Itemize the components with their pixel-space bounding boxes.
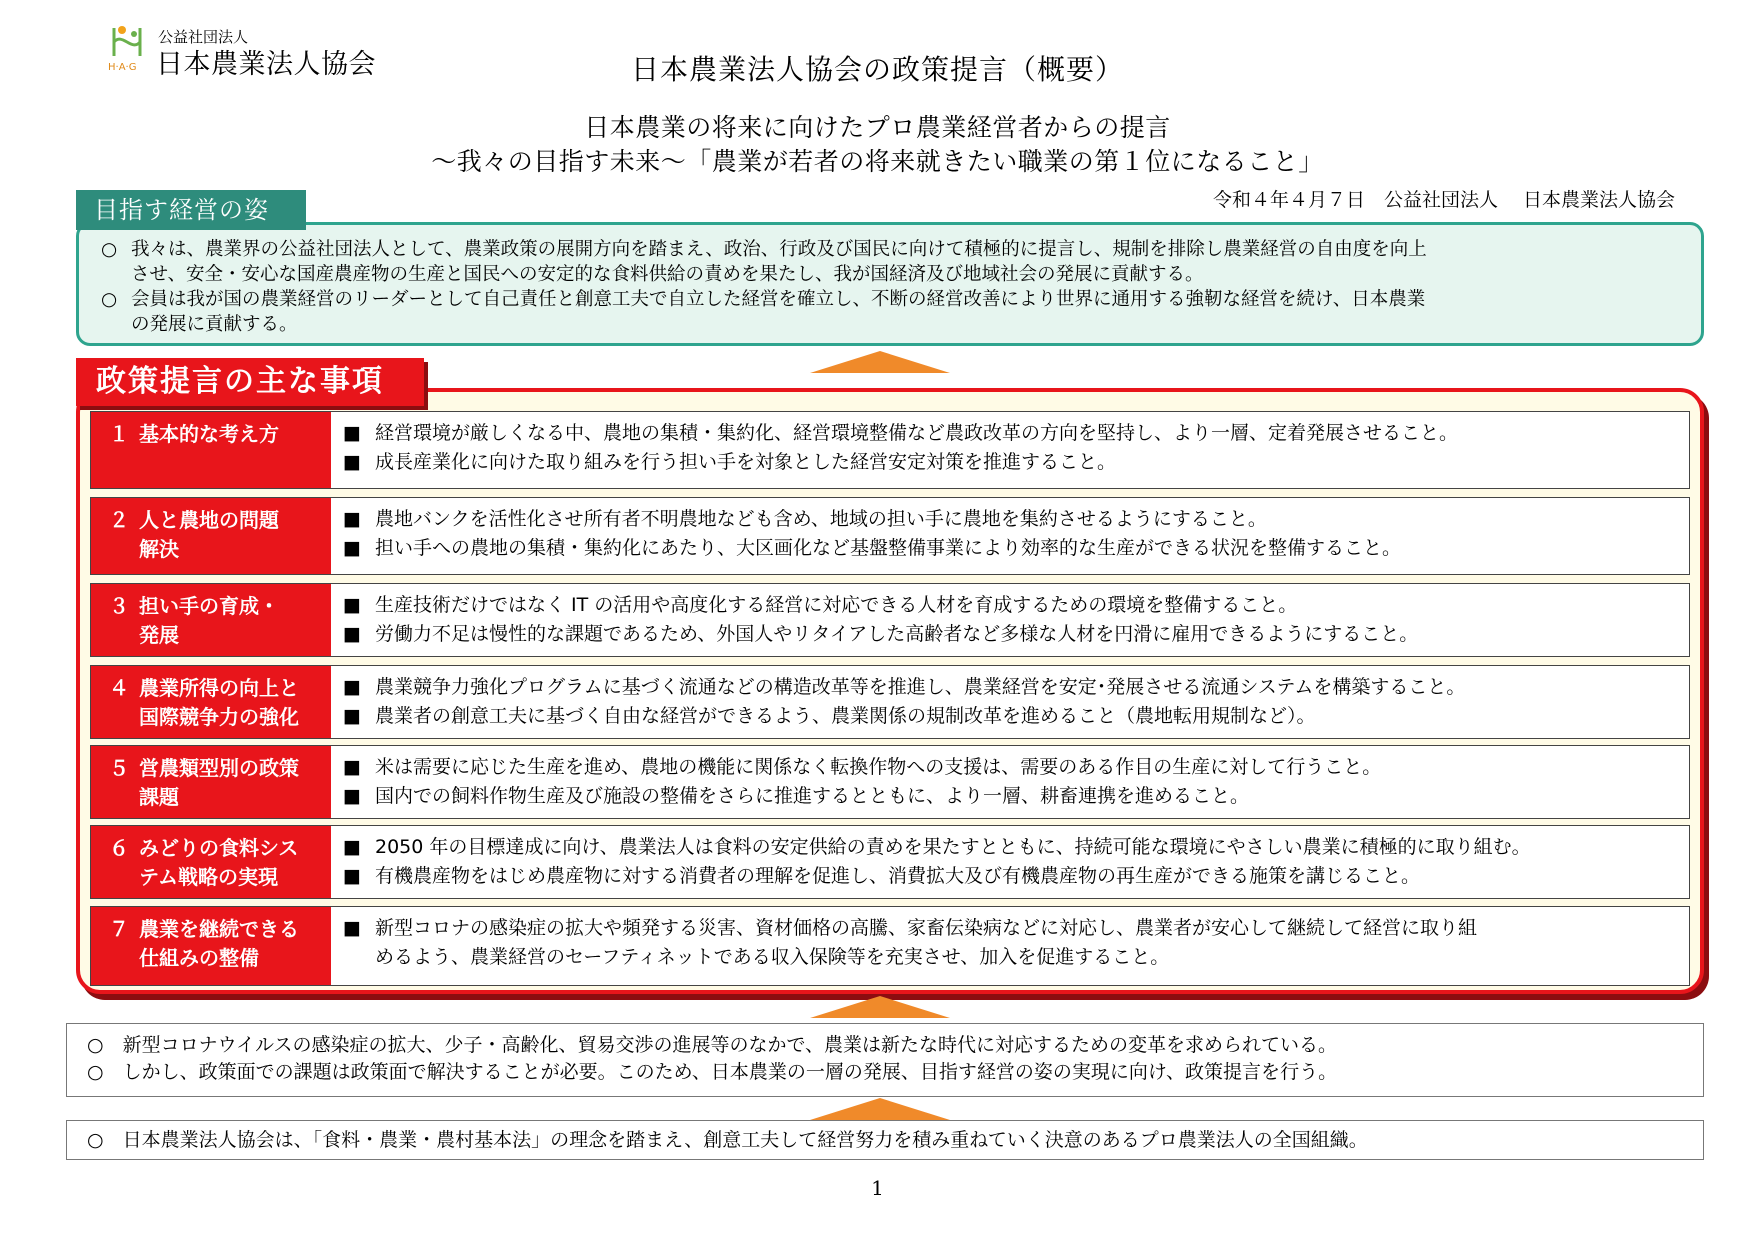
policy-item xyxy=(343,862,1681,891)
policy-row xyxy=(90,906,1690,986)
organization-box xyxy=(66,1120,1704,1160)
context-line-1: ○ 新型コロナウイルスの感染症の拡大、少子・高齢化、貿易交渉の進展等のなかで、農業は新たな時代に対応するための変革を求められている。 xyxy=(87,1034,1338,1056)
policy-item xyxy=(343,673,1681,702)
up-arrow-icon xyxy=(810,1098,950,1120)
policy-row xyxy=(90,665,1690,739)
square-bullet-icon: ■ xyxy=(343,917,361,939)
policy-row-number: ４ xyxy=(109,676,129,700)
policy-item-text: 農業者の創意工夫に基づく自由な経営ができるよう、農業関係の規制改革を進めること（農地転用規制など）。 xyxy=(375,705,1316,727)
policy-row-items xyxy=(343,746,1681,811)
policy-row-items xyxy=(343,412,1681,477)
policy-item-text: 新型コロナの感染症の拡大や頻発する災害、資材価格の高騰、家畜伝染病などに対応し、農業者が安心して継続して経営に取り組 xyxy=(375,917,1478,939)
policy-item-text: 担い手への農地の集積・集約化にあたり、大区画化など基盤整備事業により効率的な生産ができる状況を整備すること。 xyxy=(375,537,1402,559)
policy-item-text: 有機農産物をはじめ農産物に対する消費者の理解を促進し、消費拡大及び有機農産物の再生産ができる施策を講じること。 xyxy=(375,865,1421,887)
vision-item-1-cont: させ、安全・安心な国産農産物の生産と国民への安定的な食料供給の責めを果たし、我が国経済及び地域社会の発展に貢献する。 xyxy=(131,264,1204,285)
square-bullet-icon: ■ xyxy=(343,865,361,887)
policy-item-text: 経営環境が厳しくなる中、農地の集積・集約化、経営環境整備など農政改革の方向を堅持し、より一層、定着発展させること。 xyxy=(375,422,1459,444)
up-arrow-icon xyxy=(810,351,950,373)
vision-heading: 目指す経営の姿 xyxy=(76,190,306,230)
vision-box xyxy=(76,222,1704,346)
context-box xyxy=(66,1023,1704,1097)
policy-item xyxy=(343,753,1681,782)
policy-item-text: 2050 年の目標達成に向け、農業法人は食料の安定供給の責めを果たすとともに、持続可能な環境にやさしい農業に積極的に取り組む。 xyxy=(375,836,1531,858)
policy-item xyxy=(343,534,1681,563)
square-bullet-icon: ■ xyxy=(343,785,361,807)
policy-item-text: 国内での飼料作物生産及び施設の整備をさらに推進するとともに、より一層、耕畜連携を進めること。 xyxy=(375,785,1250,807)
policy-row-title-cont: 国際競争力の強化 xyxy=(139,705,299,729)
policy-row-number: ７ xyxy=(109,917,129,941)
policy-item xyxy=(343,782,1681,811)
policy-row-title-cont: 発展 xyxy=(139,623,179,647)
circle-bullet-icon: ○ xyxy=(101,289,118,310)
policy-row xyxy=(90,745,1690,819)
policy-row-label xyxy=(91,412,331,488)
policy-row-title-cont: テム戦略の実現 xyxy=(139,865,278,889)
logo-mark-text: H·A·G xyxy=(108,62,137,73)
square-bullet-icon: ■ xyxy=(343,508,361,530)
policy-row-label xyxy=(91,498,331,574)
policy-row-label xyxy=(91,826,331,898)
policy-item-text: 生産技術だけではなく IT の活用や高度化する経営に対応できる人材を育成するための環境を整備すること。 xyxy=(375,594,1298,616)
policy-item-text: 米は需要に応じた生産を進め、農地の機能に関係なく転換作物への支援は、需要のある作目の生産に対して行うこと。 xyxy=(375,756,1382,778)
vision-item-2-cont: の発展に貢献する。 xyxy=(131,314,298,335)
policy-item-cont: めるよう、農業経営のセーフティネットである収入保険等を充実させ、加入を促進すること。 xyxy=(375,946,1170,968)
policy-row-title: みどりの食料シス xyxy=(139,836,299,860)
policy-item xyxy=(343,702,1681,731)
policy-row-title: 農業所得の向上と xyxy=(139,676,299,700)
policy-item-text: 農業競争力強化プログラムに基づく流通などの構造改革等を推進し、農業経営を安定･発展させる流通システムを構築すること。 xyxy=(375,676,1466,698)
policy-row-items xyxy=(343,584,1681,649)
square-bullet-icon: ■ xyxy=(343,676,361,698)
policy-heading: 政策提言の主な事項 xyxy=(76,358,424,406)
policy-item xyxy=(343,620,1681,649)
policy-row-title-cont: 解決 xyxy=(139,537,179,561)
vision-item-2: ○ 会員は我が国の農業経営のリーダーとして自己責任と創意工夫で自立した経営を確立し、不断の経営改善により世界に通用する強靭な経営を続け、日本農業 xyxy=(101,289,1426,310)
policy-row-label xyxy=(91,746,331,818)
policy-item-text: 労働力不足は慢性的な課題であるため、外国人やリタイアした高齢者など多様な人材を円滑に雇用できるようにすること。 xyxy=(375,623,1419,645)
policy-item xyxy=(343,914,1681,943)
logo-name: 日本農業法人協会 xyxy=(156,49,376,80)
up-arrow-icon xyxy=(810,996,950,1018)
policy-row-title: 担い手の育成・ xyxy=(139,594,279,618)
vision-item-1: ○ 我々は、農業界の公益社団法人として、農業政策の展開方向を踏まえ、政治、行政及び国民に向けて積極的に提言し、規制を排除し農業経営の自由度を向上 xyxy=(101,239,1427,260)
policy-row-number: １ xyxy=(109,422,129,446)
policy-row-title-cont: 仕組みの整備 xyxy=(139,946,259,970)
square-bullet-icon: ■ xyxy=(343,705,361,727)
square-bullet-icon: ■ xyxy=(343,623,361,645)
policy-item-text: 成長産業化に向けた取り組みを行う担い手を対象とした経営安定対策を推進すること。 xyxy=(375,451,1117,473)
square-bullet-icon: ■ xyxy=(343,422,361,444)
policy-row xyxy=(90,583,1690,657)
policy-item xyxy=(343,419,1681,448)
subtitle-line-2: ～我々の目指す未来～「農業が若者の将来就きたい職業の第１位になること」 xyxy=(431,147,1324,176)
policy-row-items xyxy=(343,666,1681,731)
policy-row xyxy=(90,411,1690,489)
policy-item xyxy=(343,591,1681,620)
policy-row-title: 農業を継続できる xyxy=(139,917,299,941)
context-line-2: ○ しかし、政策面での課題は政策面で解決することが必要。このため、日本農業の一層の発展、目指す経営の姿の実現に向け、政策提言を行う。 xyxy=(87,1061,1338,1083)
policy-row-items xyxy=(343,498,1681,563)
policy-row-title-cont: 課題 xyxy=(139,785,179,809)
date-line: 令和４年４月７日 公益社団法人 日本農業法人協会 xyxy=(1212,189,1675,211)
policy-row-label xyxy=(91,666,331,738)
policy-row-number: ３ xyxy=(109,594,129,618)
subtitle-line-1: 日本農業の将来に向けたプロ農業経営者からの提言 xyxy=(584,113,1171,142)
policy-item xyxy=(343,448,1681,477)
policy-item xyxy=(343,833,1681,862)
square-bullet-icon: ■ xyxy=(343,451,361,473)
square-bullet-icon: ■ xyxy=(343,594,361,616)
policy-row-items xyxy=(343,826,1681,891)
page-title: 日本農業法人協会の政策提言（概要） xyxy=(630,53,1124,86)
policy-item-text: 農地バンクを活性化させ所有者不明農地なども含め、地域の担い手に農地を集約させるようにすること。 xyxy=(375,508,1267,530)
square-bullet-icon: ■ xyxy=(343,537,361,559)
policy-row xyxy=(90,825,1690,899)
policy-row-title: 基本的な考え方 xyxy=(139,422,279,446)
policy-row-label xyxy=(91,584,331,656)
policy-row xyxy=(90,497,1690,575)
policy-row-number: ６ xyxy=(109,836,129,860)
policy-row-label xyxy=(91,907,331,985)
organization-statement: ○ 日本農業法人協会は、「食料・農業・農村基本法」の理念を踏まえ、創意工夫して経営努力を積み重ねていく決意のあるプロ農業法人の全国組織。 xyxy=(87,1129,1368,1151)
circle-bullet-icon: ○ xyxy=(101,239,118,260)
policy-item xyxy=(343,505,1681,534)
policy-row-items xyxy=(343,907,1681,972)
policy-row-number: ５ xyxy=(109,756,129,780)
policy-row-title: 人と農地の問題 xyxy=(139,508,279,532)
square-bullet-icon: ■ xyxy=(343,756,361,778)
logo-subtitle: 公益社団法人 xyxy=(158,28,249,46)
page-number: 1 xyxy=(871,1176,884,1200)
policy-row-number: ２ xyxy=(109,508,129,532)
policy-row-title: 営農類型別の政策 xyxy=(139,756,299,780)
square-bullet-icon: ■ xyxy=(343,836,361,858)
